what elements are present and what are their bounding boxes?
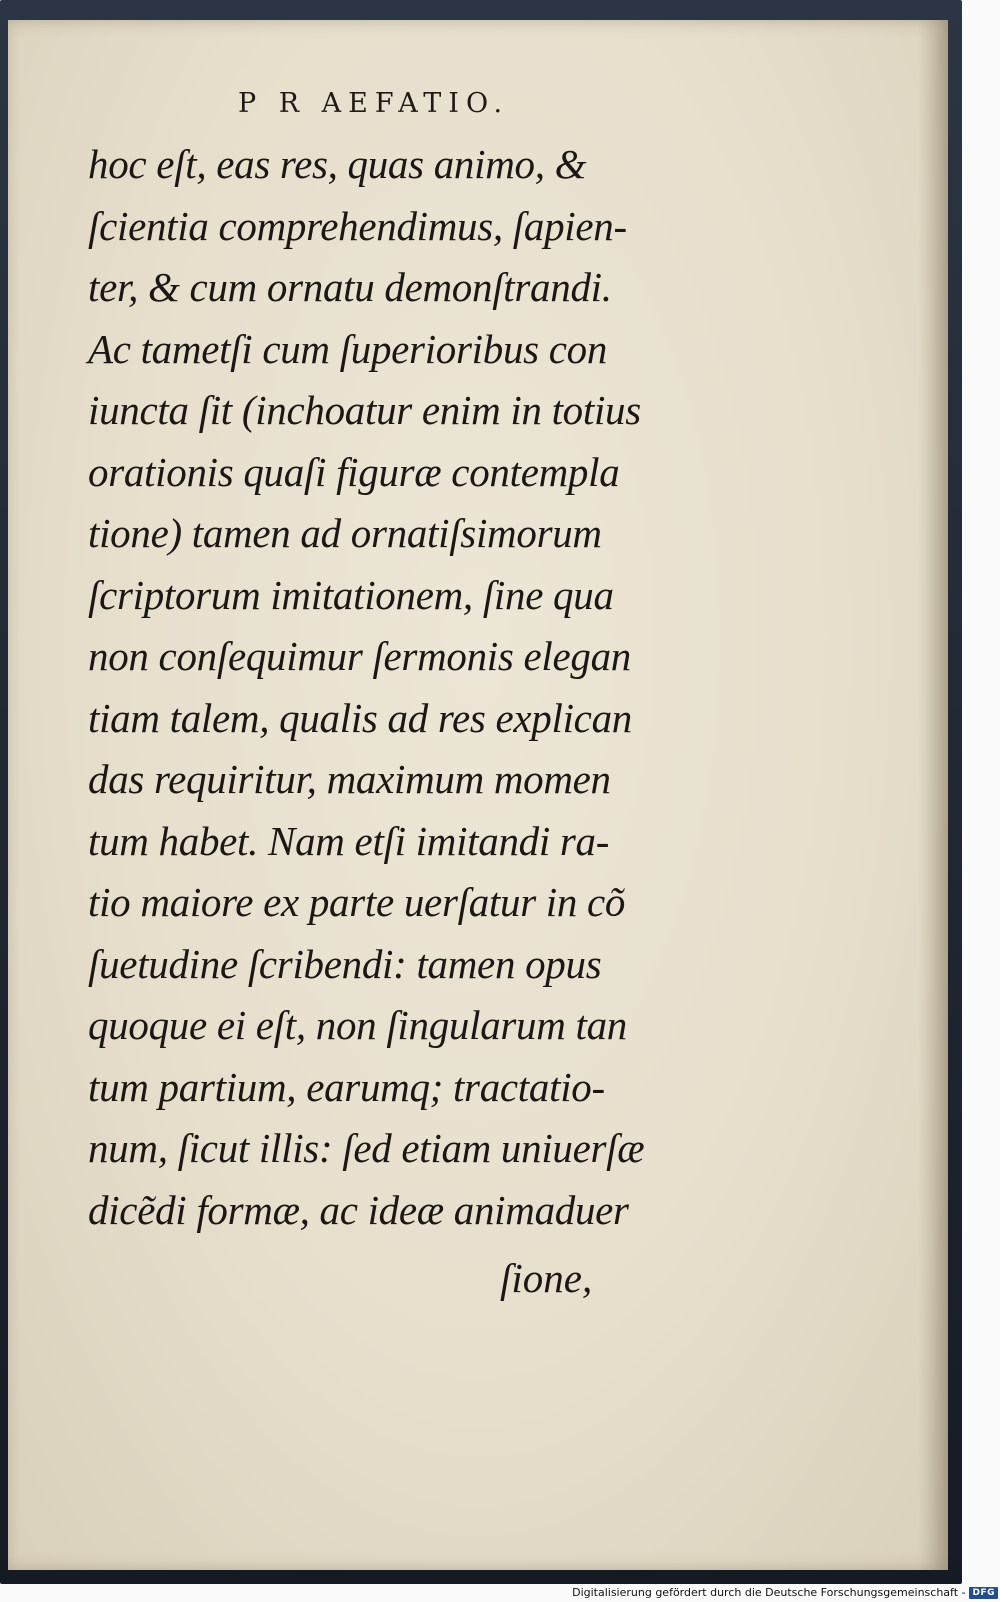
text-line: tum habet. Nam etſi imitandi ra- xyxy=(88,817,610,864)
text-line: dicẽdi formæ, ac ideæ animaduer xyxy=(88,1186,629,1233)
text-line: tio maiore ex parte uerſatur in cõ xyxy=(88,879,626,925)
body-text xyxy=(88,134,698,1241)
text-line: non conſequimur ſermonis elegan xyxy=(88,633,631,679)
text-line: Ac tametſi cum ſuperioribus con xyxy=(88,325,608,372)
text-line: das requiritur, maximum momen xyxy=(88,756,611,802)
text-line: ter, & cum ornatu demonſtrandi. xyxy=(88,264,612,310)
footer-credit-text: Digitalisierung gefördert durch die Deutsche Forschungsgemeinschaft - xyxy=(572,1586,966,1599)
text-line: tiam talem, qualis ad res explican xyxy=(88,694,632,741)
text-line: tione) tamen ad ornatiſsimorum xyxy=(88,510,602,556)
text-line: num, ſicut illis: ſed etiam uniuerſæ xyxy=(88,1125,645,1171)
running-head: P R AEFATIO. xyxy=(238,88,510,119)
text-line: ſcriptorum imitationem, ſine qua xyxy=(88,571,614,618)
text-line: tum partium, earumq; tractatio- xyxy=(88,1063,605,1110)
page-edge-shadow xyxy=(918,20,948,1570)
text-line: ſuetudine ſcribendi: tamen opus xyxy=(88,940,602,987)
digitization-footer xyxy=(572,1586,998,1599)
text-line: hoc eſt, eas res, quas animo, & xyxy=(88,141,587,187)
catchword: ſione, xyxy=(500,1255,593,1301)
text-line: iuncta ſit (inchoatur enim in totius xyxy=(88,387,641,433)
text-line: ſcientia comprehendimus, ſapien- xyxy=(88,202,627,249)
dfg-logo: DFG xyxy=(969,1587,998,1599)
text-line: quoque ei eſt, non ſingularum tan xyxy=(88,1002,627,1048)
text-line: orationis quaſi figuræ contempla xyxy=(88,448,620,495)
